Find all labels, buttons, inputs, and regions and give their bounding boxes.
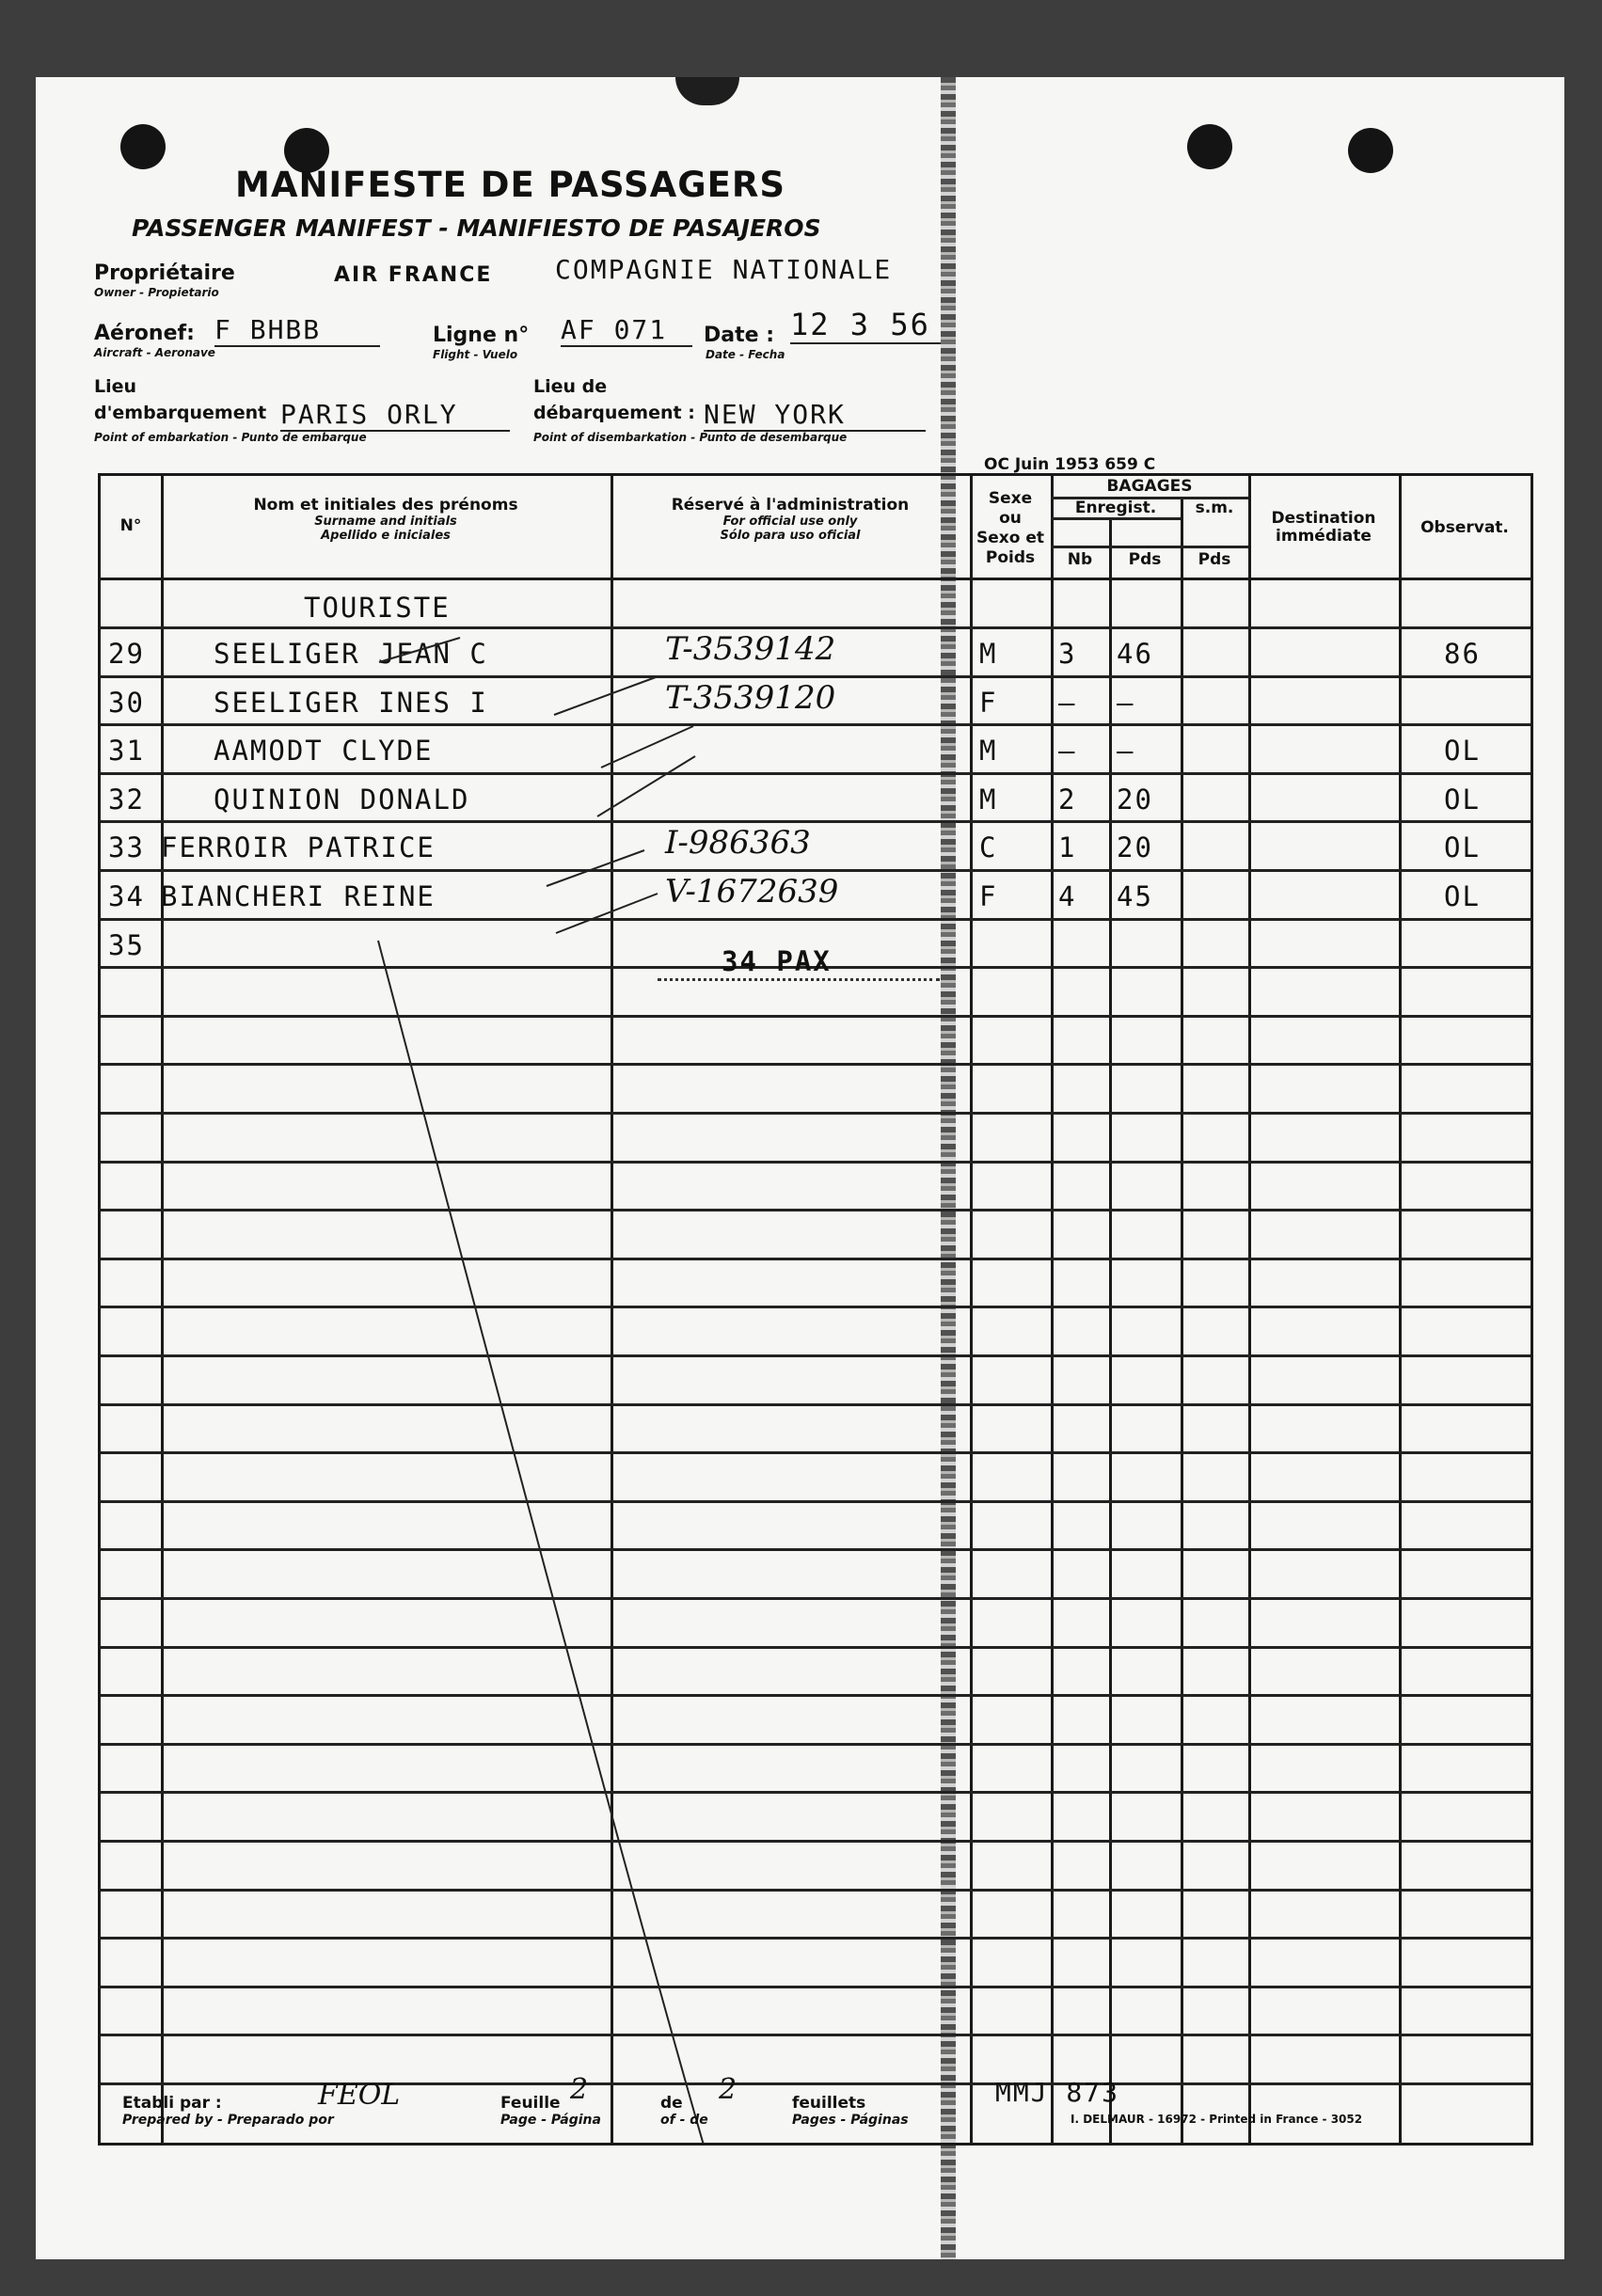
passenger-observation: OL — [1444, 783, 1481, 815]
of-value: 2 — [719, 2073, 738, 2106]
form-reference: OC Juin 1953 659 C — [984, 455, 1156, 474]
punch-hole — [1187, 124, 1232, 169]
col-sex-line: Sexe — [988, 489, 1033, 508]
passenger-sex: M — [979, 735, 998, 768]
col-name-sub1: Surname and initials — [314, 515, 457, 529]
punch-hole — [120, 124, 166, 169]
passenger-number: 29 — [108, 638, 145, 670]
passenger-number: 31 — [108, 735, 145, 768]
date-sub: Date - Fecha — [706, 348, 785, 361]
pen-stroke — [597, 756, 695, 816]
passenger-number: 32 — [108, 783, 145, 815]
baggage-weight: 45 — [1117, 880, 1153, 912]
embark-label-1: Lieu — [94, 376, 137, 397]
baggage-count: 1 — [1058, 831, 1077, 864]
passenger-observation: OL — [1444, 880, 1481, 912]
col-nb-header: Nb — [1067, 550, 1093, 569]
disembark-value: NEW YORK — [704, 399, 926, 432]
baggage-count: 3 — [1058, 638, 1077, 670]
baggage-weight: 20 — [1117, 783, 1153, 815]
passenger-sex: F — [979, 880, 998, 912]
col-name-sub2: Apellido e iniciales — [321, 529, 451, 543]
prepared-by-sub: Prepared by - Preparado por — [122, 2113, 334, 2128]
baggage-count: 2 — [1058, 783, 1077, 815]
printer-line: I. DELMAUR - 16972 - Printed in France - 3052 — [1071, 2113, 1363, 2126]
owner-sub: Owner - Propietario — [94, 286, 219, 299]
passenger-admin-ref: I-986363 — [665, 824, 811, 863]
passenger-admin-ref: V-1672639 — [665, 873, 839, 910]
pages-sub: Pages - Páginas — [792, 2113, 909, 2128]
sheet-sub: Page - Página — [500, 2113, 601, 2128]
owner-value: COMPAGNIE NATIONALE — [555, 254, 893, 285]
passenger-name: SEELIGER INES I — [214, 686, 488, 719]
col-admin-title: Réservé à l'administration — [671, 496, 910, 515]
embark-value: PARIS ORLY — [280, 399, 510, 432]
flight-label: Ligne n° — [433, 324, 530, 347]
total-pax: 34 PAX — [722, 945, 832, 977]
passenger-sex: F — [979, 686, 998, 719]
passenger-name: FERROIR PATRICE — [161, 831, 436, 864]
baggage-weight: – — [1117, 686, 1135, 719]
sheet-text: Feuille — [500, 2094, 561, 2113]
col-sm-header: s.m. — [1195, 499, 1234, 517]
date-value: 12 3 56 — [790, 307, 941, 344]
col-no-header: N° — [119, 516, 142, 535]
passenger-name: QUINION DONALD — [214, 783, 470, 815]
col-admin-sub2: Sólo para uso oficial — [720, 529, 861, 543]
pen-stroke — [379, 638, 460, 662]
aircraft-sub: Aircraft - Aeronave — [94, 346, 215, 359]
passenger-number: 30 — [108, 686, 145, 719]
passenger-name: SEELIGER JEAN C — [214, 638, 488, 670]
passenger-observation: 86 — [1444, 638, 1481, 670]
prepared-by-value: FEOL — [318, 2079, 401, 2112]
handwritten-strokes — [101, 476, 1531, 2143]
pages-label — [792, 2094, 909, 2128]
pages-text: feuillets — [792, 2094, 866, 2113]
col-admin-sub1: For official use only — [722, 515, 858, 529]
manifest-table — [98, 473, 1533, 2146]
baggage-count: – — [1058, 735, 1077, 768]
col-name-title: Nom et initiales des prénoms — [253, 496, 518, 515]
embark-sub: Point of embarkation - Punto de embarque — [94, 431, 367, 444]
baggage-count: – — [1058, 686, 1077, 719]
col-registered-header: Enregist. — [1074, 499, 1157, 517]
disembark-label-2: débarquement : — [533, 403, 695, 423]
passenger-sex: M — [979, 783, 998, 815]
page-title: MANIFESTE DE PASSAGERS — [235, 165, 786, 205]
col-sm-pds-header: Pds — [1198, 550, 1231, 569]
col-sex-line: ou — [999, 509, 1022, 528]
passenger-observation: OL — [1444, 831, 1481, 864]
col-observ-header: Observat. — [1420, 518, 1509, 537]
baggage-weight: 20 — [1117, 831, 1153, 864]
prepared-by-label — [122, 2094, 334, 2128]
baggage-count: 4 — [1058, 880, 1077, 912]
passenger-observation: OL — [1444, 735, 1481, 768]
passenger-name: BIANCHERI REINE — [161, 880, 436, 912]
baggage-weight: – — [1117, 735, 1135, 768]
owner-airline: AIR FRANCE — [334, 263, 493, 287]
col-sex-line: Poids — [985, 548, 1036, 567]
embark-label-2: d'embarquement — [94, 403, 267, 423]
pen-stroke — [601, 726, 693, 768]
stamp-code: MMJ 873 — [995, 2077, 1120, 2108]
section-label: TOURISTE — [304, 592, 451, 624]
prepared-by-text: Etabli par : — [122, 2094, 222, 2113]
passenger-sex: M — [979, 638, 998, 670]
aircraft-label: Aéronef: — [94, 322, 195, 345]
of-sub: of - de — [660, 2113, 708, 2128]
col-destination-line: immédiate — [1276, 527, 1372, 546]
page-subtitle: PASSENGER MANIFEST - MANIFIESTO DE PASAJEROS — [132, 214, 821, 242]
col-destination-line: Destination — [1271, 509, 1376, 528]
flight-sub: Flight - Vuelo — [433, 348, 518, 361]
baggage-weight: 46 — [1117, 638, 1153, 670]
disembark-label-1: Lieu de — [533, 376, 608, 397]
sheet-value: 2 — [570, 2073, 589, 2106]
col-sex-line: Sexo et — [976, 529, 1044, 547]
passenger-name: AAMODT CLYDE — [214, 735, 434, 768]
passenger-admin-ref: T-3539120 — [665, 678, 836, 717]
pen-stroke — [547, 850, 644, 886]
of-text: de — [660, 2094, 683, 2113]
punch-hole — [1348, 128, 1393, 173]
col-baggage-header: BAGAGES — [1106, 477, 1193, 496]
pen-stroke — [554, 677, 656, 715]
passenger-number: 35 — [108, 928, 145, 961]
disembark-sub: Point of disembarkation - Punto de desembarque — [533, 431, 848, 444]
pen-stroke — [556, 894, 658, 933]
of-label — [660, 2094, 708, 2128]
passenger-admin-ref: T-3539142 — [665, 630, 836, 668]
col-pds-header: Pds — [1128, 550, 1162, 569]
passenger-number: 34 — [108, 880, 145, 912]
date-label: Date : — [704, 324, 775, 347]
passenger-number: 33 — [108, 831, 145, 864]
passenger-sex: C — [979, 831, 998, 864]
flight-value: AF 071 — [561, 314, 692, 347]
owner-label: Propriétaire — [94, 261, 235, 285]
cancellation-stroke — [378, 941, 722, 2143]
aircraft-value: F BHBB — [214, 314, 380, 347]
